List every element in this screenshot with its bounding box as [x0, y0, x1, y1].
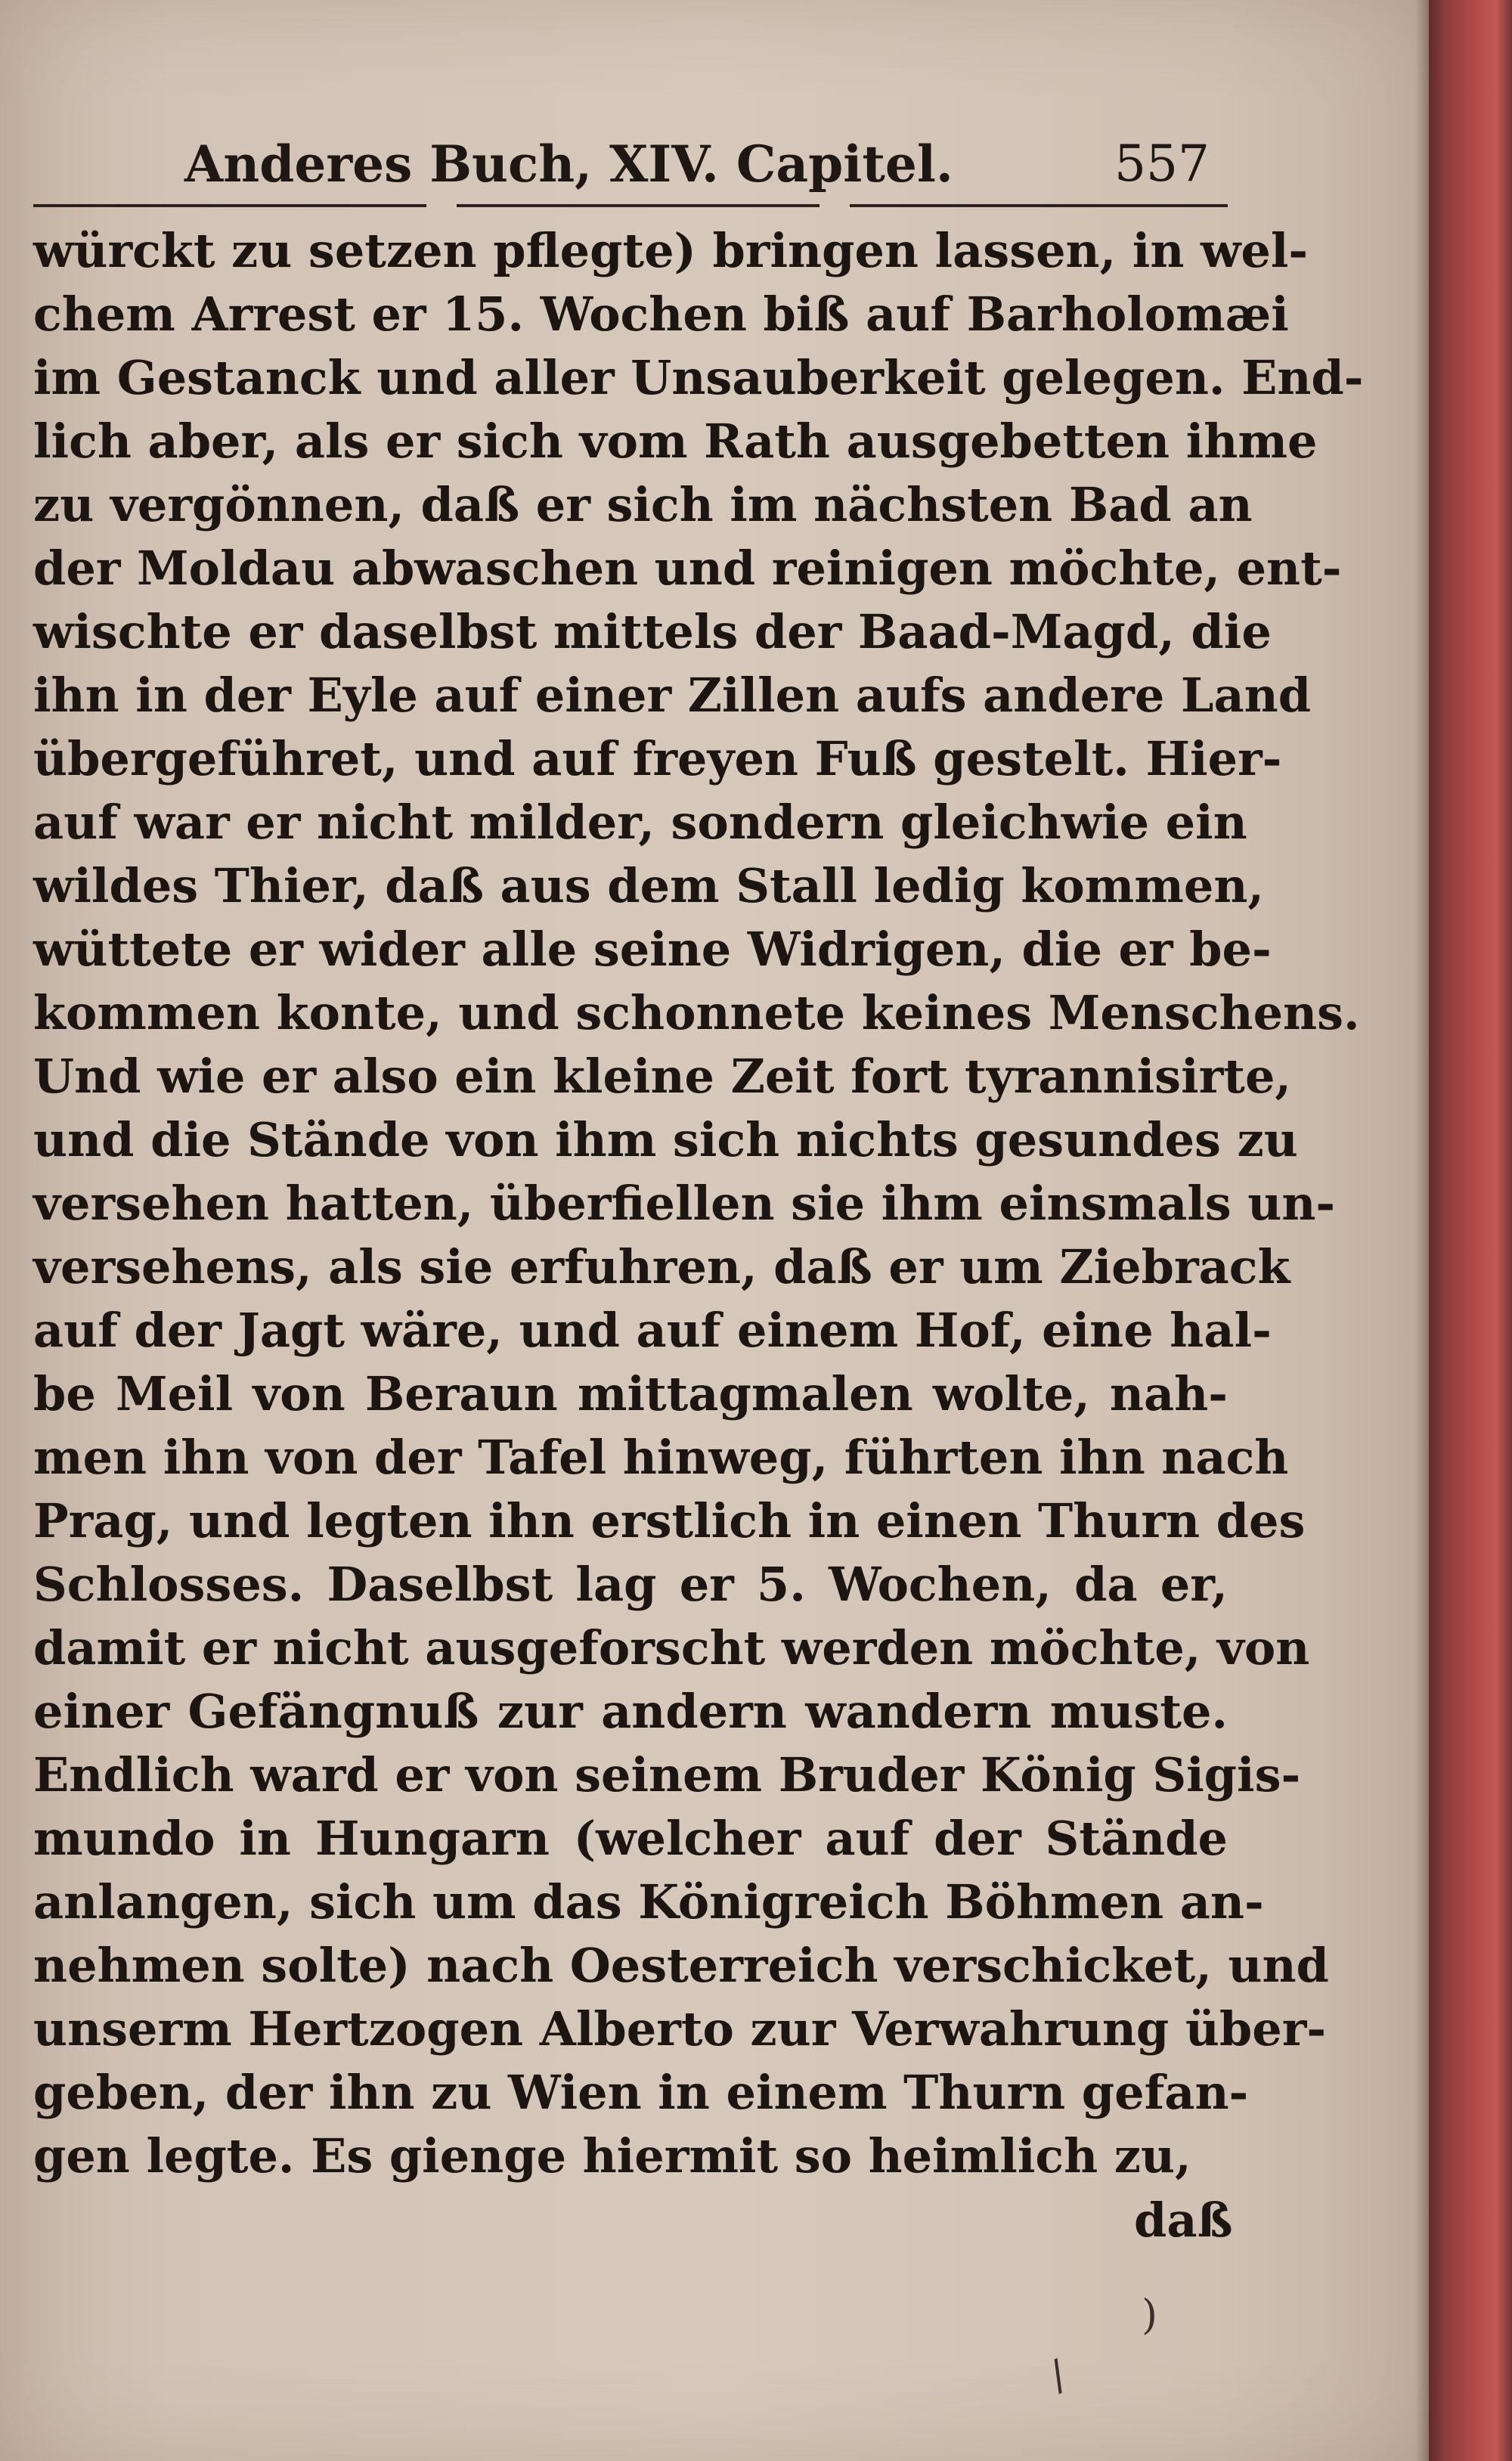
text-line: wüttete er wider alle seine Widrigen, die er be- — [33, 922, 1272, 977]
text-line: Endlich ward er von seinem Bruder König Sigis- — [33, 1747, 1301, 1802]
text-line: unserm Hertzogen Alberto zur Verwahrung über- — [33, 2001, 1327, 2057]
text-line: men ihn von der Tafel hinweg, führten ihn nach — [33, 1430, 1289, 1485]
text-line: der Moldau abwaschen und reinigen möchte, ent- — [33, 541, 1342, 596]
header-rule-right — [850, 204, 1228, 207]
page-number: 557 — [1114, 135, 1210, 193]
text-line: und die Stände von ihm sich nichts gesundes zu — [33, 1112, 1298, 1167]
text-line: chem Arrest er 15. Wochen biß auf Barholomæi — [33, 287, 1289, 342]
text-line: würckt zu setzen pflegte) bringen lassen, in wel- — [33, 223, 1309, 278]
text-line: ihn in der Eyle auf einer Zillen aufs andere Land — [33, 668, 1312, 723]
text-line: Prag, und legten ihn erstlich in einen Thurn des — [33, 1493, 1306, 1548]
text-line: Und wie er also ein kleine Zeit fort tyrannisirte, — [33, 1049, 1291, 1104]
text-line: zu vergönnen, daß er sich im nächsten Bad an — [33, 477, 1253, 532]
text-line: nehmen solte) nach Oesterreich verschicket, und — [33, 1938, 1329, 1993]
header-rule-middle — [457, 204, 820, 207]
header-rule-left — [33, 204, 426, 207]
text-line: auf war er nicht milder, sondern gleichwie ein — [33, 795, 1247, 850]
text-line: gen legte. Es gienge hiermit so heimlich zu, — [33, 2128, 1191, 2184]
text-line: im Gestanck und aller Unsauberkeit gelegen. End- — [33, 350, 1364, 405]
margin-mark: / — [1041, 2351, 1074, 2400]
text-line: einer Gefängnuß zur andern wandern muste. — [33, 1684, 1228, 1739]
running-title: Anderes Buch, XIV. Capitel. — [184, 135, 953, 194]
text-line: damit er nicht ausgeforscht werden möchte, von — [33, 1620, 1310, 1675]
text-line: anlangen, sich um das Königreich Böhmen an- — [33, 1874, 1264, 1929]
text-line: wildes Thier, daß aus dem Stall ledig kommen, — [33, 858, 1264, 913]
red-page-edge — [1429, 0, 1512, 2461]
text-line: lich aber, als er sich vom Rath ausgebetten ihme — [33, 414, 1318, 469]
text-line: kommen konte, und schonnete keines Menschens. — [33, 985, 1360, 1040]
text-line: versehens, als sie erfuhren, daß er um Ziebrack — [33, 1239, 1290, 1294]
text-line: geben, der ihn zu Wien in einem Thurn gefan- — [33, 2065, 1249, 2120]
text-line: wischte er daselbst mittels der Baad-Magd, die — [33, 604, 1272, 659]
page-header — [33, 129, 1228, 212]
text-line: mundo in Hungarn (welcher auf der Stände — [33, 1811, 1228, 1866]
catchword: daß — [1134, 2193, 1233, 2248]
text-line: übergeführet, und auf freyen Fuß gestelt. Hier- — [33, 731, 1282, 786]
text-line: be Meil von Beraun mittagmalen wolte, nah- — [33, 1366, 1228, 1421]
text-line: versehen hatten, überfiellen sie ihm einsmals un- — [33, 1176, 1336, 1231]
text-line: auf der Jagt wäre, und auf einem Hof, eine hal- — [33, 1303, 1272, 1358]
margin-mark: ) — [1142, 2291, 1158, 2339]
text-line: Schlosses. Daselbst lag er 5. Wochen, da er, — [33, 1557, 1228, 1612]
body-text — [33, 219, 1364, 2188]
